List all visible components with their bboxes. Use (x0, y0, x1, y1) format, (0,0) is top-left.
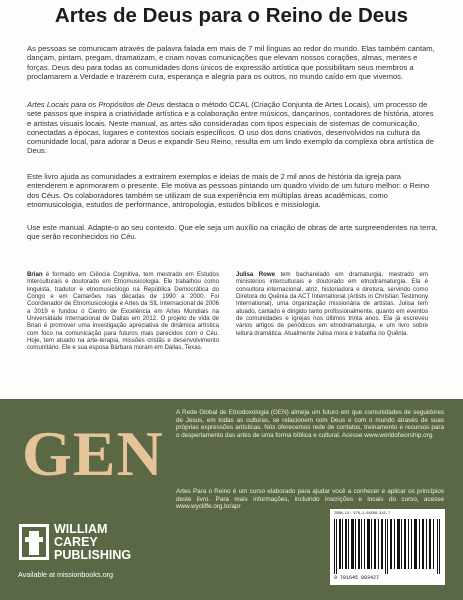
gen-description: A Rede Global de Etnodoxologia (GEN) almeja um futuro em que comunidades de seguidores de Jesus, em todas as culturas, se relacionem com Deus e com o mundo através de suas próprias expressões artísticas. Nós oferecemos rede de contatos, treinamento e recursos para o despertamento das artes de uma forma bíblica e cultural. Acesse www.worldofworship.org. (176, 409, 444, 439)
publisher-name-line2: CAREY (54, 535, 98, 549)
publisher-name-line1: WILLIAM (54, 522, 108, 536)
gen-logo: GEN (22, 418, 164, 489)
isbn-label: ISBN-13: 978-1-64508-342-7 (334, 512, 391, 516)
bio-brian-text: é formado em Ciência Cognitiva, tem mestrado em Estudos Interculturais e doutorado em Etnomusicologia. Ele trabalhou como linguista, tradutor e etnomusicólogo na República Democrática do Congo e em Camarões nas décadas de 1990 a 2000. Foi Coordenador de Etnomusicologia e Artes da SIL Internacional de 2006 a 2019 e fundou o Centro de Excelência em Artes Mundiais na Universidade Internacional de Dallas em 2012. O projeto de vida de Brian é promover uma investigação apreciativa de dinâmica artística com foco na comunicação para futuros mais parecidos com o Céu. Hoje, tem atuado na arte-terapia, missões cristãs e desenvolvimento comunitário. Ele e sua esposa Bárbara moram em Dallas, Texas. (27, 271, 219, 352)
publisher-band (0, 399, 463, 600)
bio-brian (27, 271, 219, 352)
publisher-name-line3: PUBLISHING (54, 548, 132, 562)
barcode-icon (334, 519, 440, 574)
publisher-name (54, 523, 131, 562)
course-description: Artes Para o Reino é um curso elaborado para ajudar você a conhecer e aplicar os princípios deste livro. Para mais informações, incluindo inscrições e locais do curso, acesse www.wycliffe.org.br/apr (176, 488, 444, 510)
paragraph-intro: As pessoas se comunicam através de palavra falada em mais de 7 mil línguas ao redor do mundo. Elas também cantam, dançam, pintam, pregam, dramatizam, e criam novas comunicações que elevam nossos corações, almas, mentes e forças. Deus deu para todas as comunidades dons únicos de expressão artística que possibilitam seus membros a proclamarem a Verdade e trazerem cura, esperança e alegria para os outros, no mundo caído em que vivemos. (27, 44, 435, 81)
bio-julisa-text: tem bacharelado em dramaturgia, mestrado em ministérios interculturais e doutorado em etnodramaturgia. Ela é consultora internacional, atriz, historiadora e diretora, servindo como Diretora do Quênia da ACT International (Artists in Christian Testimony International), uma organização missionária de artistas. Julisa tem atuado, cantado e dirigido tanto profissionalmente, quanto em eventos de comunidades e igrejas nos últimos trinta anos. Ela já escreveu vários artigos de periódicos em etnodramaturgia, e um livro sobre leitura dramática. Atualmente Julisa mora e trabalha no Quênia. (236, 271, 428, 337)
bio-brian-name: Brian (27, 271, 43, 278)
paragraph-method-text: destaca o método CCAL (Criação Conjunta de Artes Locais), um processo de sete passos que inspira a criatividade artística e a colaboração entre músicos, dançarinos, contadores de história, atores e artistas visuais locais. Neste manual, as artes são consideradas com tipos especiais de sistemas de comunicação, conectadas a épocas, lugares e contextos sociais específicos. O uso dos dons criativos, desenvolvidos na cultura da comunidade local, para adorar a Deus e expandir Seu Reino, resulta em um lindo exemplo da complexa obra artística de Deus. (27, 100, 434, 156)
page-title: Artes de Deus para o Reino de Deus (54, 4, 409, 27)
bio-julisa (236, 271, 428, 337)
book-title-italic: Artes Locais para os Propósitos de Deus (27, 100, 165, 109)
paragraph-use: Use este manual. Adapte-o ao seu contexto. Que ele seja um auxílio na criação de obras de arte surpreendentes na terra, que serão reconhecidos no Céu. (27, 223, 438, 242)
publisher-emblem-icon (18, 523, 50, 561)
bio-julisa-name: Julisa Rowe (236, 271, 275, 278)
paragraph-history: Este livro ajuda as comunidades a extrairem exemplos e ideias de mais de 2 mil anos de história da igreja para entenderem e aprimorarem o presente. Ele motiva as pessoas pintando um quadro vívido de um futuro melhor: o Reino dos Céus. Os colaboradores também se utilizam de sua experiência em múltiplas áreas acadêmicas, como etnomusicologia, estudos de performance, antropologia, estudos bíblicos e missiologia. (27, 172, 430, 209)
paragraph-method (27, 100, 439, 156)
barcode-box (330, 509, 445, 585)
barcode-digits: 9 781645 083427 (334, 575, 380, 581)
availability-text: Available at missionbooks.org (18, 570, 113, 579)
